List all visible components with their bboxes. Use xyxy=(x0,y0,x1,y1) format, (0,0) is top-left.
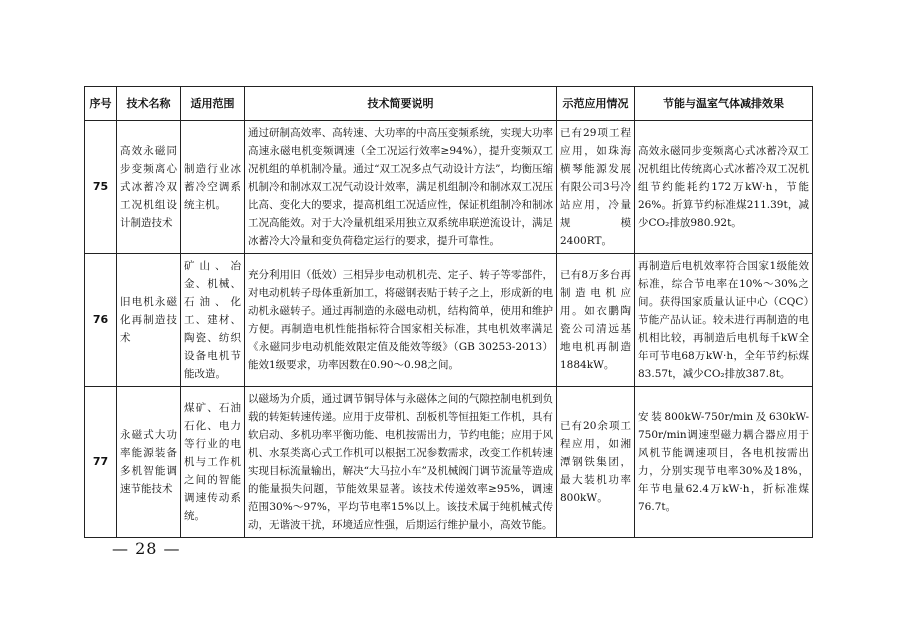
demo-application: 已有8万多台再制造电机应用。如衣鹏陶瓷公司清远基地电机再制造1884kW。 xyxy=(557,254,635,387)
header-demo: 示范应用情况 xyxy=(557,87,635,121)
table-row xyxy=(85,387,813,538)
page-number: — 28 — xyxy=(112,539,181,558)
tech-scope: 制造行业冰蓄冷空调系统主机。 xyxy=(181,121,245,254)
tech-scope: 煤矿、石油石化、电力等行业的电机与工作机之间的智能调速传动系统。 xyxy=(181,387,245,538)
row-number: 75 xyxy=(85,121,117,254)
header-no: 序号 xyxy=(85,87,117,121)
energy-effect: 再制造后电机效率符合国家1级能效标准，综合节电率在10%～30%之间。获得国家质量认证中心（CQC）节能产品认证。较未进行再制造的电机相比较，再制造后电机每千kW全年可节电68万kW·h，全年节约标煤83.57t，减少CO₂排放387.8t。 xyxy=(635,254,813,387)
energy-effect: 安装800kW-750r/min及630kW-750r/min调速型磁力耦合器应用于风机节能调速项目，各电机按需出力，分别实现节电率30%及18%，年节电量62.4万kW·h，折标准煤76.7t。 xyxy=(635,387,813,538)
tech-description: 以磁场为介质，通过调节铜导体与永磁体之间的气隙控制电机到负载的转矩转速传递。应用于皮带机、刮板机等恒扭矩工作机，具有软启动、多机功率平衡功能、电机按需出力，节约电能；应用于风机、水泵类离心式工作机可以根据工况参数需求，改变工作机转速实现目标流量输出，解决“大马拉小车”及机械阀门调节流量等造成的能量损失问题，节能效果显著。该技术传递效率≥95%，调速范围30%～97%，平均节电率15%以上。该技术属于纯机械式传动，无谐波干扰，环境适应性强，后期运行维护量小，高效节能。 xyxy=(245,387,557,538)
tech-scope: 矿山、冶金、机械、石油、化工、建材、陶瓷、纺织设备电机节能改造。 xyxy=(181,254,245,387)
tech-description: 通过研制高效率、高转速、大功率的中高压变频系统，实现大功率高速永磁电机变频调速（全工况运行效率≥94%），提升变频双工况机组的单机制冷量。通过“双工况多点气动设计方法”，均衡压缩机制冷和制冰双工况气动设计效率，满足机组制冷和制冰双工况压比高、变化大的要求，提高机组工况适应性，保证机组制冷和制冰工况高能效。对于大冷量机组采用独立双系统串联逆流设计，满足冰蓄冷大冷量和变负荷稳定运行的要求，提升可靠性。 xyxy=(245,121,557,254)
demo-application: 已有20余项工程应用，如湘潭钢铁集团，最大装机功率800kW。 xyxy=(557,387,635,538)
header-effect: 节能与温室气体减排效果 xyxy=(635,87,813,121)
technology-table xyxy=(84,86,813,538)
header-name: 技术名称 xyxy=(117,87,181,121)
row-number: 76 xyxy=(85,254,117,387)
tech-description: 充分利用旧（低效）三相异步电动机机壳、定子、转子等零部件，对电动机转子母体重新加工，将磁钢表贴于转子之上，形成新的电动机永磁转子。通过再制造的永磁电动机，结构简单，使用和维护方便。再制造电机性能指标符合国家相关标准，其电机效率满足《永磁同步电动机能效限定值及能效等级》（GB 30253-2013）能效1级要求，功率因数在0.90～0.98之间。 xyxy=(245,254,557,387)
demo-application: 已有29项工程应用，如珠海横琴能源发展有限公司3号冷站应用，冷量规模2400RT。 xyxy=(557,121,635,254)
header-scope: 适用范围 xyxy=(181,87,245,121)
tech-name: 永磁式大功率能源装备多机智能调速节能技术 xyxy=(117,387,181,538)
table-row xyxy=(85,254,813,387)
tech-name: 高效永磁同步变频离心式冰蓄冷双工况机组设计制造技术 xyxy=(117,121,181,254)
table-header-row xyxy=(85,87,813,121)
table-row xyxy=(85,121,813,254)
energy-effect: 高效永磁同步变频离心式冰蓄冷双工况机组比传统离心式冰蓄冷双工况机组节约能耗约172万kW·h，节能26%。折算节约标准煤211.39t，减少CO₂排放980.92t。 xyxy=(635,121,813,254)
row-number: 77 xyxy=(85,387,117,538)
tech-name: 旧电机永磁化再制造技术 xyxy=(117,254,181,387)
header-desc: 技术简要说明 xyxy=(245,87,557,121)
